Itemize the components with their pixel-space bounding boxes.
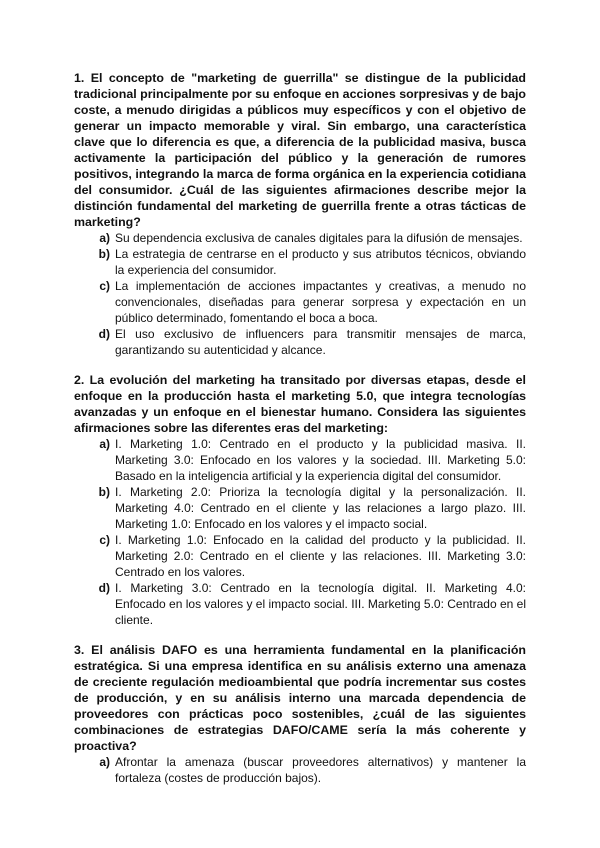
answer-option-c [74,532,526,580]
answer-options [74,230,526,358]
option-text: I. Marketing 2.0: Prioriza la tecnología digital y la personalización. II. Marketing 4.0: Centrado en el cliente y las relaciones a largo plazo. III. Marketing 1.0: Enfocado en los valores y el impacto social. [115,485,526,531]
option-letter: c) [99,279,110,293]
option-text: I. Marketing 3.0: Centrado en la tecnología digital. II. Marketing 4.0: Enfocado en los valores y el impacto social. III. Marketing 5.0: Centrado en el cliente. [115,581,526,627]
option-letter: a) [99,437,110,451]
option-letter: a) [99,231,110,245]
option-letter: a) [99,755,110,769]
answer-option-b [74,246,526,278]
option-letter: b) [98,247,110,261]
question-text: 2. La evolución del marketing ha transitado por diversas etapas, desde el enfoque en la producción hasta el marketing 5.0, que integra tecnologías avanzadas y un enfoque en el bienestar humano. Considera las siguientes afirmaciones sobre las diferentes eras del marketing: [74,373,526,435]
option-text: I. Marketing 1.0: Enfocado en la calidad del producto y la publicidad. II. Marketing 2.0: Centrado en el cliente y las relaciones. III. Marketing 3.0: Centrado en los valores. [115,533,526,579]
answer-option-b [74,484,526,532]
answer-option-a [74,754,526,786]
question-text: 1. El concepto de "marketing de guerrilla" se distingue de la publicidad tradicional principalmente por su enfoque en acciones sorpresivas y de bajo coste, a menudo dirigidas a públicos muy específicos y con el objetivo de generar un impacto memorable y viral. Sin embargo, una característica clave que lo diferencia es que, a diferencia de la publicidad masiva, busca activamente la participación del público y la generación de rumores positivos, integrando la marca de forma orgánica en la experiencia cotidiana del consumidor. ¿Cuál de las siguientes afirmaciones describe mejor la distinción fundamental del marketing de guerrilla frente a otras tácticas de marketing? [74,71,526,229]
option-letter: b) [98,485,110,499]
answer-option-a [74,230,526,246]
option-text: I. Marketing 1.0: Centrado en el producto y la publicidad masiva. II. Marketing 3.0: Enfocado en los valores y la sociedad. III. Marketing 5.0: Basado en la inteligencia artificial y la experiencia digital del consumidor. [115,437,526,483]
document-page [74,70,526,800]
answer-option-d [74,326,526,358]
answer-option-a [74,436,526,484]
question-2 [74,372,526,628]
question-1 [74,70,526,358]
option-letter: d) [98,581,110,595]
option-letter: c) [99,533,110,547]
question-3 [74,642,526,786]
option-text: La estrategia de centrarse en el producto y sus atributos técnicos, obviando la experiencia del consumidor. [115,247,526,277]
option-text: Afrontar la amenaza (buscar proveedores alternativos) y mantener la fortaleza (costes de producción bajos). [115,755,526,785]
option-text: La implementación de acciones impactantes y creativas, a menudo no convencionales, diseñadas para generar sorpresa y expectación en un público determinado, fomentando el boca a boca. [115,279,526,325]
option-text: El uso exclusivo de influencers para transmitir mensajes de marca, garantizando su autenticidad y alcance. [115,327,526,357]
answer-option-c [74,278,526,326]
answer-options [74,754,526,786]
question-text: 3. El análisis DAFO es una herramienta fundamental en la planificación estratégica. Si una empresa identifica en su análisis externo una amenaza de creciente regulación medioambiental que podría incrementar sus costes de producción, y en su análisis interno una marcada dependencia de proveedores con prácticas poco sostenibles, ¿cuál de las siguientes combinaciones de estrategias DAFO/CAME sería la más coherente y proactiva? [74,643,526,753]
answer-options [74,436,526,628]
option-letter: d) [98,327,110,341]
answer-option-d [74,580,526,628]
option-text: Su dependencia exclusiva de canales digitales para la difusión de mensajes. [115,231,523,245]
